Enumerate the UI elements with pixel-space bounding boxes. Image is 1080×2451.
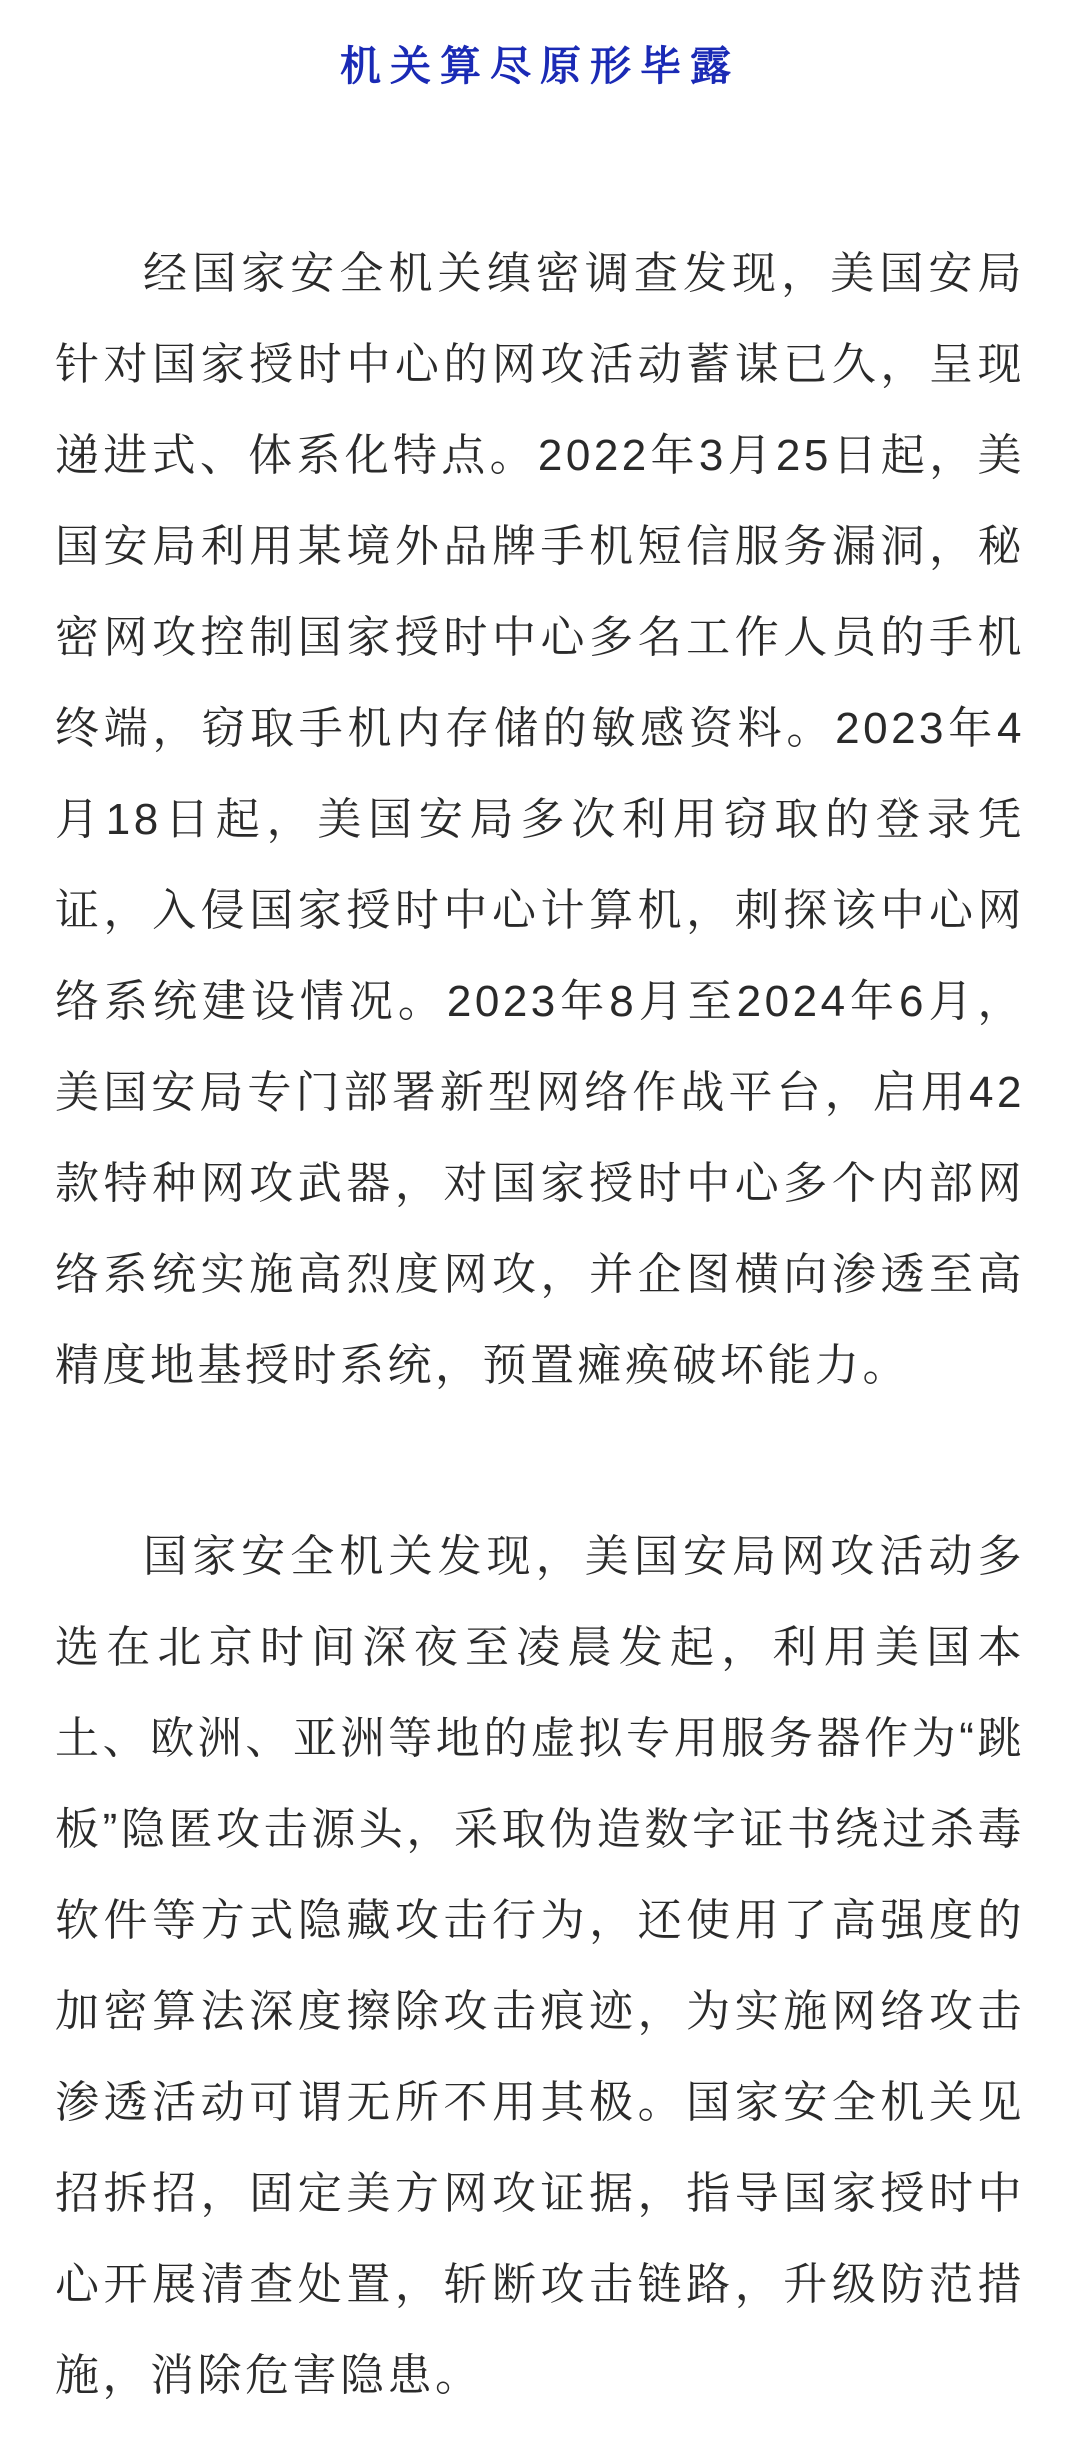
page-title: 机关算尽原形毕露 (340, 43, 740, 89)
paragraph-attack-methods: 国家安全机关发现，美国安局网攻活动多选在北京时间深夜至凌晨发起，利用美国本土、欧洲、亚洲等地的虚拟专用服务器作为“跳板”隐匿攻击源头，采取伪造数字证书绕过杀毒软件等方式隐藏攻击行为，还使用了高强度的加密算法深度擦除攻击痕迹，为实施网络攻击渗透活动可谓无所不用其极。国家安全机关见招拆招，固定美方网攻证据，指导国家授时中心开展清查处置，斩断攻击链路，升级防范措施，消除危害隐患。 (55, 1532, 1025, 2400)
paragraph-investigation-findings: 经国家安全机关缜密调查发现，美国安局针对国家授时中心的网攻活动蓄谋已久，呈现递进式、体系化特点。2022年3月25日起，美国安局利用某境外品牌手机短信服务漏洞，秘密网攻控制国家授时中心多名工作人员的手机终端，窃取手机内存储的敏感资料。2023年4月18日起，美国安局多次利用窃取的登录凭证，入侵国家授时中心计算机，刺探该中心网络系统建设情况。2023年8月至2024年6月，美国安局专门部署新型网络作战平台，启用42款特种网攻武器，对国家授时中心多个内部网络系统实施高烈度网攻，并企图横向渗透至高精度地基授时系统，预置瘫痪破坏能力。 (55, 249, 1025, 1390)
article-body (55, 228, 1025, 2421)
